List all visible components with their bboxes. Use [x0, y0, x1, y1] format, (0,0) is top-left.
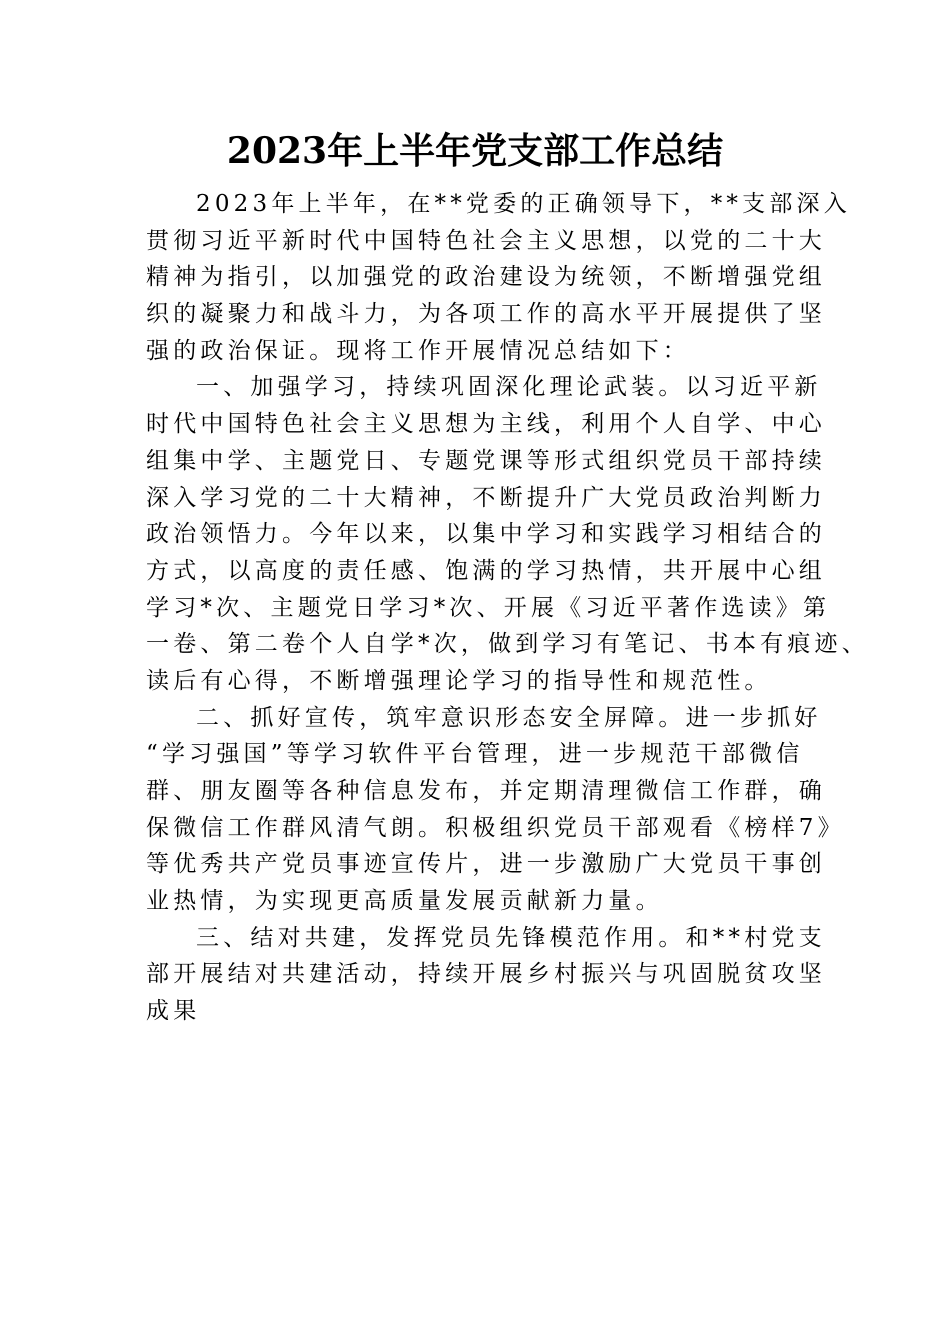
text-line: 组集中学、主题党日、专题党课等形式组织党员干部持续	[146, 447, 826, 474]
text-line: 一、加强学习，持续巩固深化理论武装。以习近平新	[196, 374, 822, 401]
text-line: 精神为指引，以加强党的政治建设为统领，不断增强党组	[146, 264, 826, 291]
text-line: 三、结对共建，发挥党员先锋模范作用。和**村党支	[196, 924, 826, 951]
text-line: 深入学习党的二十大精神，不断提升广大党员政治判断力	[146, 484, 826, 511]
text-line: 学习*次、主题党日学习*次、开展《习近平著作选读》第	[146, 594, 831, 621]
text-line: 成果	[146, 998, 201, 1025]
text-line: 方式，以高度的责任感、饱满的学习热情，共开展中心组	[146, 557, 826, 584]
text-line: 业热情，为实现更高质量发展贡献新力量。	[146, 888, 663, 915]
text-line: 部开展结对共建活动，持续开展乡村振兴与巩固脱贫攻坚	[146, 961, 826, 988]
text-line: 群、朋友圈等各种信息发布，并定期清理微信工作群，确	[146, 778, 826, 804]
text-line: 政治领悟力。今年以来，以集中学习和实践学习相结合的	[146, 521, 826, 548]
text-line: 时代中国特色社会主义思想为主线，利用个人自学、中心	[146, 411, 826, 438]
text-line: 贯彻习近平新时代中国特色社会主义思想，以党的二十大	[146, 227, 826, 254]
text-line: 二、抓好宣传，筑牢意识形态安全屏障。进一步抓好	[196, 704, 822, 731]
text-line: 等优秀共产党员事迹宣传片，进一步激励广大党员干事创	[146, 851, 826, 878]
text-line: 织的凝聚力和战斗力，为各项工作的高水平开展提供了坚	[146, 301, 826, 328]
text-line: 2023年上半年，在**党委的正确领导下，**支部深入	[196, 191, 851, 217]
document-body	[146, 186, 869, 1030]
text-line: 读后有心得，不断增强理论学习的指导性和规范性。	[146, 667, 772, 694]
text-line: 保微信工作群风清气朗。积极组织党员干部观看《榜样7》	[146, 814, 845, 841]
text-line: “学习强国”等学习软件平台管理，进一步规范干部微信	[146, 741, 804, 768]
text-line: 强的政治保证。现将工作开展情况总结如下：	[146, 337, 690, 364]
text-line: 一卷、第二卷个人自学*次，做到学习有笔记、书本有痕迹、	[146, 631, 869, 658]
document-title: 2023年上半年党支部工作总结	[226, 130, 724, 172]
